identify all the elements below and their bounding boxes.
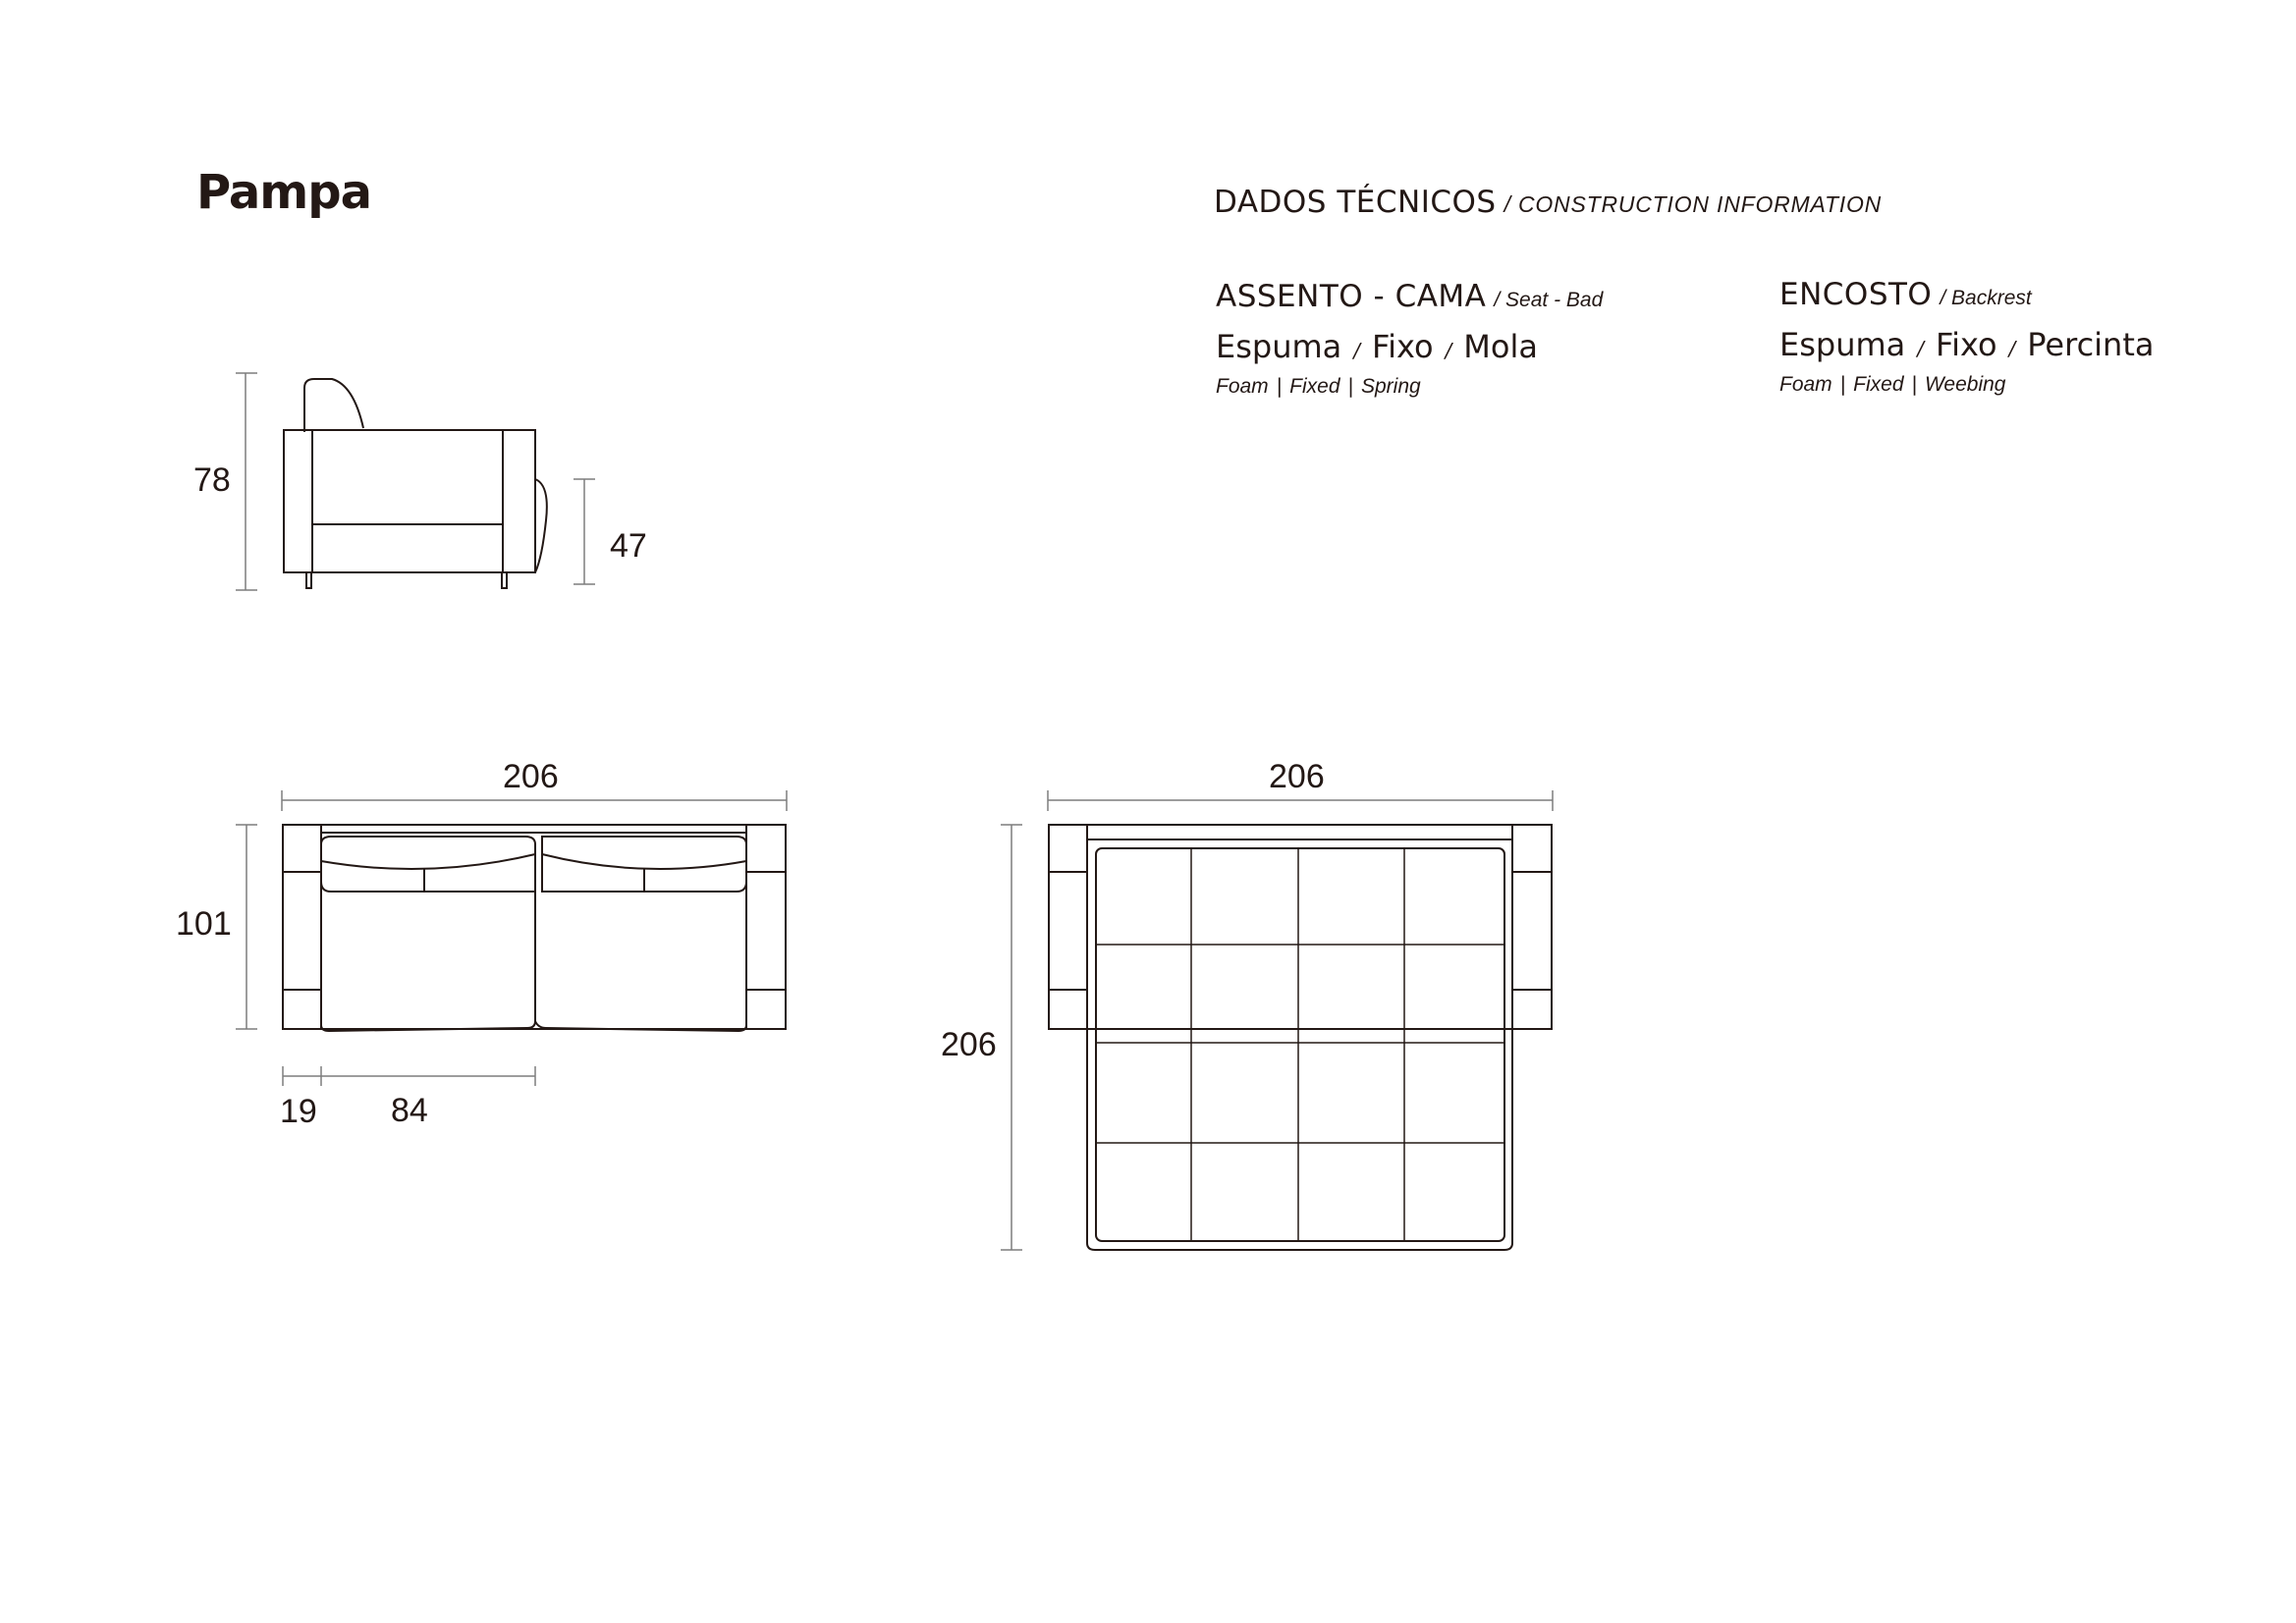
seat-height-label: 47 <box>610 527 647 565</box>
side-leg <box>502 572 507 588</box>
seat-material-pt: Mola <box>1463 328 1538 365</box>
bed-width-label: 206 <box>1269 758 1325 795</box>
backrest-title-pt: ENCOSTO <box>1779 277 1933 312</box>
backrest-material-en: Weebing <box>1924 373 2006 396</box>
depth-label: 101 <box>176 905 232 943</box>
seat-material-pt: Espuma <box>1216 328 1342 365</box>
material-separator: / <box>2008 337 2016 360</box>
backrest-material-en: Foam <box>1779 373 1832 396</box>
total-height-label: 78 <box>193 461 231 499</box>
specs-heading-pt: DADOS TÉCNICOS <box>1214 185 1497 220</box>
material-separator: | <box>1839 373 1846 396</box>
backrest-material-pt: Fixo <box>1936 326 1997 363</box>
backrest-material-pt: Percinta <box>2027 326 2155 363</box>
seat-title-pt: ASSENTO - CAMA <box>1216 279 1487 314</box>
material-separator: / <box>1353 339 1361 362</box>
cushion-curve <box>321 854 535 869</box>
seat-material-en: Foam <box>1216 375 1269 398</box>
seat-material-en: Spring <box>1360 375 1421 398</box>
backrest-material-en: Fixed <box>1853 373 1904 396</box>
seat-title-en: / Seat - Bad <box>1494 289 1604 311</box>
seat-width-label: 84 <box>391 1092 428 1129</box>
bed-quilting-grid <box>1096 848 1504 1241</box>
bed-sofa-frame <box>1049 825 1552 1029</box>
seat-cushion-left <box>321 892 535 1031</box>
material-separator: | <box>1911 373 1917 396</box>
arm-width-label: 19 <box>280 1093 317 1130</box>
product-title: Pampa <box>196 165 372 220</box>
side-body <box>284 430 535 572</box>
cushion-curve <box>542 854 746 869</box>
material-separator: | <box>1347 375 1353 398</box>
side-leg <box>306 572 311 588</box>
side-backrest-cushion <box>304 379 363 432</box>
bed-length-label: 206 <box>941 1026 997 1063</box>
specs-heading-en: / CONSTRUCTION INFORMATION <box>1503 191 1883 217</box>
bed-view-drawing <box>1001 790 1553 1250</box>
backrest-material-pt: Espuma <box>1779 326 1906 363</box>
seat-material-pt: Fixo <box>1372 328 1434 365</box>
material-separator: / <box>1917 337 1925 360</box>
seat-cushion-right <box>535 892 746 1031</box>
seat-material-en: Fixed <box>1289 375 1340 398</box>
material-separator: | <box>1276 375 1283 398</box>
width-label: 206 <box>503 758 559 795</box>
backrest-title-en: / Backrest <box>1940 287 2032 309</box>
side-view-drawing <box>236 373 595 590</box>
side-front-cushion <box>535 479 547 572</box>
bed-mattress-inner <box>1096 848 1504 1241</box>
material-separator: / <box>1445 339 1452 362</box>
bed-mattress-outer <box>1087 825 1512 1250</box>
top-view-drawing <box>236 790 787 1086</box>
back-cushion-left <box>321 837 535 892</box>
